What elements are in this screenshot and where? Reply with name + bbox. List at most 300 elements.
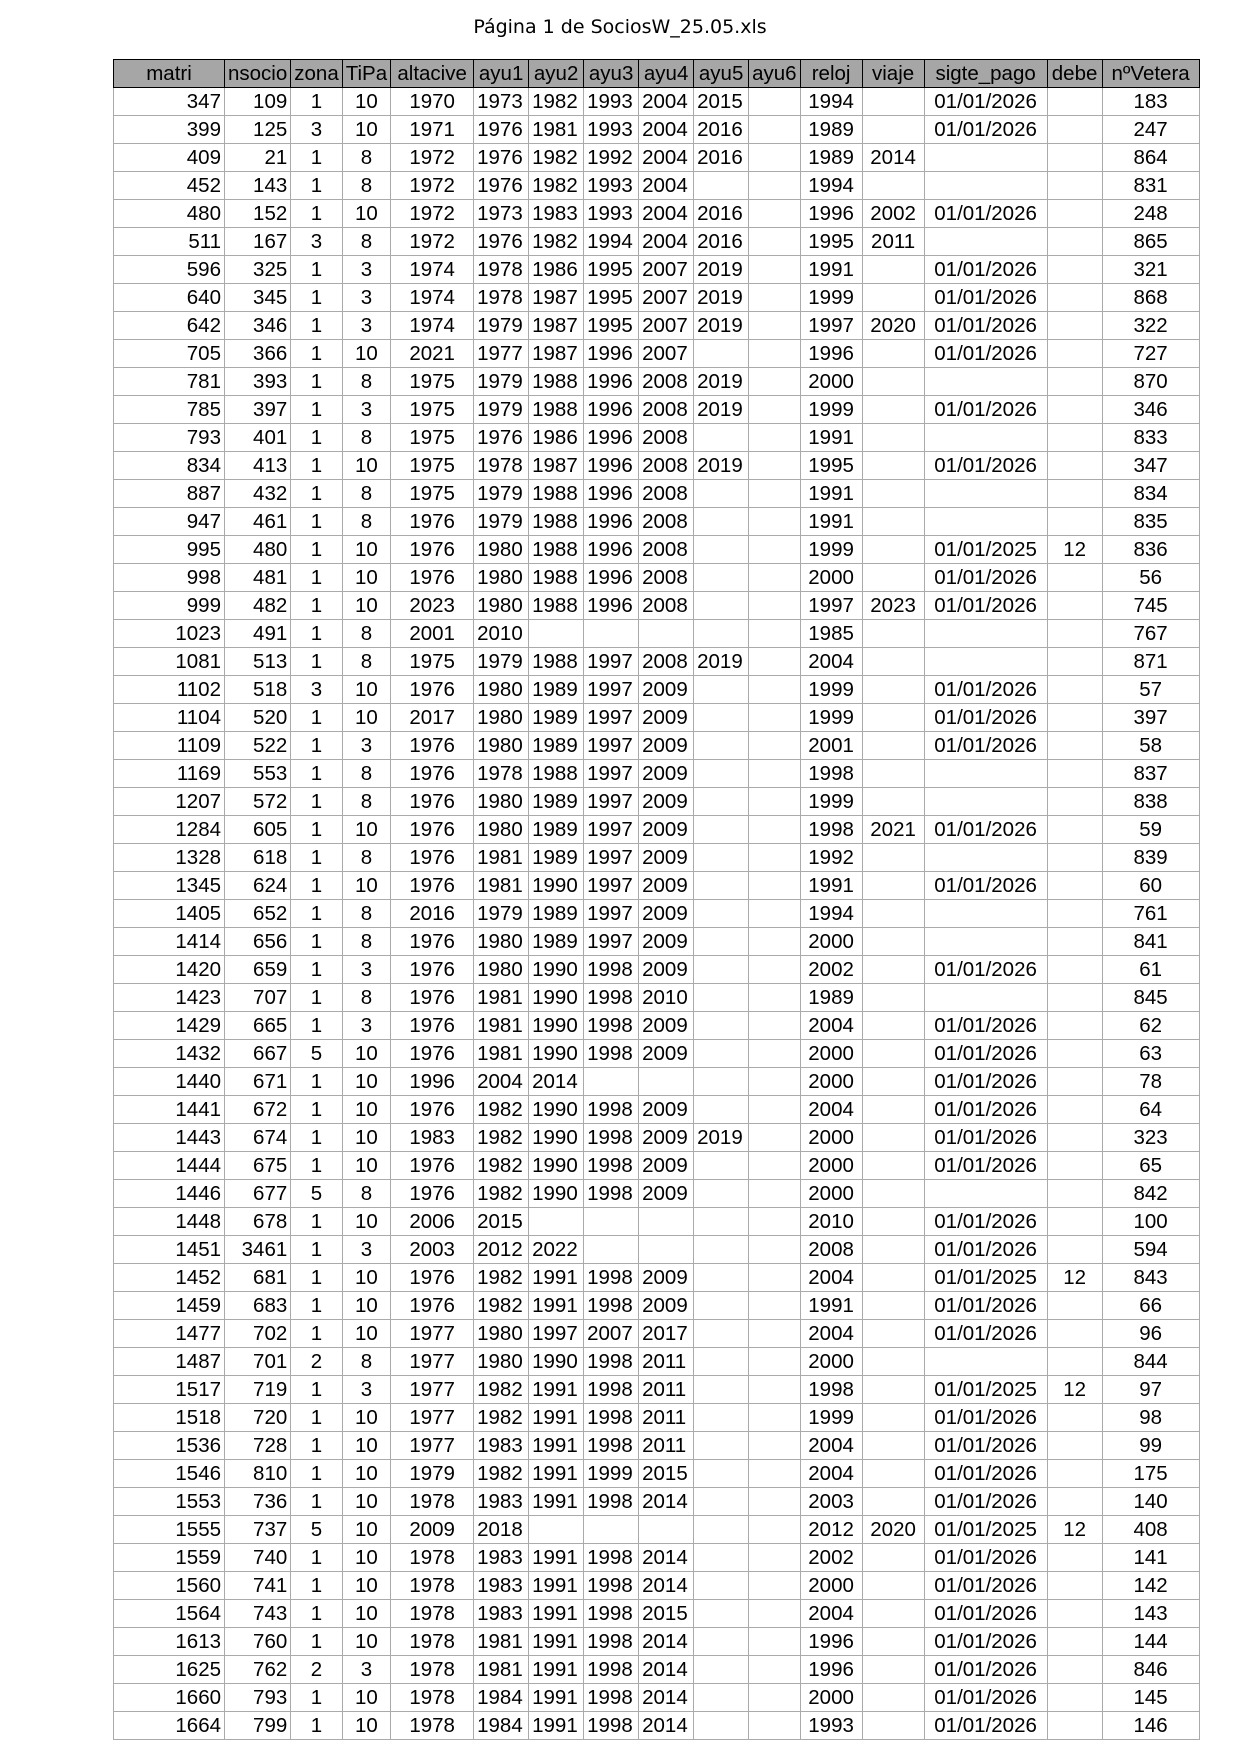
cell-viaje — [862, 704, 924, 732]
cell-ayu6 — [749, 1404, 800, 1432]
cell-sigte_pago: 01/01/2026 — [924, 452, 1047, 480]
cell-nsocio: 760 — [225, 1628, 291, 1656]
cell-reloj: 1991 — [800, 424, 862, 452]
table-row — [114, 1208, 1200, 1236]
cell-tipa: 10 — [342, 676, 390, 704]
cell-tipa: 10 — [342, 1040, 390, 1068]
cell-ayu5 — [694, 508, 749, 536]
cell-sigte_pago: 01/01/2026 — [924, 872, 1047, 900]
cell-nvetera: 845 — [1102, 984, 1199, 1012]
cell-ayu1: 1984 — [474, 1712, 529, 1740]
table-row — [114, 1488, 1200, 1516]
cell-ayu4: 2009 — [639, 1040, 694, 1068]
cell-viaje: 2021 — [862, 816, 924, 844]
cell-debe — [1047, 816, 1102, 844]
cell-ayu2: 1991 — [529, 1600, 584, 1628]
cell-ayu6 — [749, 200, 800, 228]
cell-altacive: 1976 — [391, 1152, 474, 1180]
column-header-ayu1: ayu1 — [474, 60, 529, 88]
cell-altacive: 1970 — [391, 88, 474, 116]
cell-nsocio: 572 — [225, 788, 291, 816]
cell-matri: 347 — [114, 88, 225, 116]
cell-reloj: 2000 — [800, 368, 862, 396]
cell-ayu2: 1989 — [529, 844, 584, 872]
cell-nvetera: 60 — [1102, 872, 1199, 900]
cell-ayu6 — [749, 116, 800, 144]
cell-ayu2: 1989 — [529, 788, 584, 816]
cell-nvetera: 846 — [1102, 1656, 1199, 1684]
cell-debe — [1047, 620, 1102, 648]
cell-altacive: 1978 — [391, 1712, 474, 1740]
cell-ayu6 — [749, 928, 800, 956]
cell-ayu2: 1989 — [529, 928, 584, 956]
cell-ayu1: 1976 — [474, 144, 529, 172]
cell-altacive: 1971 — [391, 116, 474, 144]
cell-tipa: 8 — [342, 368, 390, 396]
cell-sigte_pago — [924, 928, 1047, 956]
cell-ayu4: 2008 — [639, 396, 694, 424]
cell-ayu4: 2008 — [639, 564, 694, 592]
cell-zona: 1 — [291, 1264, 342, 1292]
cell-altacive: 1974 — [391, 284, 474, 312]
cell-ayu1: 1976 — [474, 424, 529, 452]
cell-nvetera: 63 — [1102, 1040, 1199, 1068]
cell-ayu2: 1990 — [529, 1124, 584, 1152]
cell-sigte_pago: 01/01/2026 — [924, 1628, 1047, 1656]
column-header-reloj: reloj — [800, 60, 862, 88]
cell-ayu4: 2009 — [639, 704, 694, 732]
cell-ayu2: 1991 — [529, 1712, 584, 1740]
cell-nsocio: 799 — [225, 1712, 291, 1740]
cell-zona: 1 — [291, 1600, 342, 1628]
cell-zona: 1 — [291, 592, 342, 620]
cell-reloj: 2010 — [800, 1208, 862, 1236]
cell-nvetera: 843 — [1102, 1264, 1199, 1292]
cell-matri: 793 — [114, 424, 225, 452]
cell-viaje — [862, 1180, 924, 1208]
cell-nvetera: 844 — [1102, 1348, 1199, 1376]
cell-ayu4: 2008 — [639, 508, 694, 536]
table-row — [114, 760, 1200, 788]
cell-matri: 1517 — [114, 1376, 225, 1404]
cell-tipa: 10 — [342, 816, 390, 844]
cell-ayu4: 2011 — [639, 1376, 694, 1404]
cell-debe — [1047, 200, 1102, 228]
cell-ayu3: 1998 — [584, 1152, 639, 1180]
cell-debe — [1047, 452, 1102, 480]
table-row — [114, 1264, 1200, 1292]
cell-ayu1: 2010 — [474, 620, 529, 648]
cell-altacive: 1978 — [391, 1488, 474, 1516]
cell-debe — [1047, 1096, 1102, 1124]
cell-nsocio: 736 — [225, 1488, 291, 1516]
cell-nsocio: 480 — [225, 536, 291, 564]
cell-reloj: 1995 — [800, 452, 862, 480]
cell-ayu3 — [584, 1068, 639, 1096]
cell-reloj: 1991 — [800, 508, 862, 536]
cell-ayu3: 1996 — [584, 340, 639, 368]
table-row — [114, 396, 1200, 424]
table-row — [114, 1404, 1200, 1432]
cell-altacive: 1976 — [391, 956, 474, 984]
cell-ayu2: 1989 — [529, 900, 584, 928]
cell-ayu6 — [749, 592, 800, 620]
cell-viaje — [862, 1656, 924, 1684]
cell-reloj: 1989 — [800, 144, 862, 172]
cell-tipa: 10 — [342, 536, 390, 564]
cell-ayu2: 1991 — [529, 1376, 584, 1404]
cell-tipa: 10 — [342, 1264, 390, 1292]
cell-tipa: 10 — [342, 1460, 390, 1488]
cell-tipa: 3 — [342, 284, 390, 312]
column-header-zona: zona — [291, 60, 342, 88]
cell-reloj: 1999 — [800, 704, 862, 732]
cell-ayu6 — [749, 648, 800, 676]
cell-ayu1: 1983 — [474, 1488, 529, 1516]
table-row — [114, 704, 1200, 732]
cell-nsocio: 793 — [225, 1684, 291, 1712]
cell-matri: 1420 — [114, 956, 225, 984]
cell-ayu3: 1996 — [584, 536, 639, 564]
cell-ayu6 — [749, 1124, 800, 1152]
cell-altacive: 1976 — [391, 984, 474, 1012]
cell-ayu2: 1997 — [529, 1320, 584, 1348]
cell-viaje — [862, 760, 924, 788]
cell-nvetera: 745 — [1102, 592, 1199, 620]
cell-ayu1: 2012 — [474, 1236, 529, 1264]
cell-ayu4 — [639, 1208, 694, 1236]
cell-ayu2: 1987 — [529, 340, 584, 368]
cell-nvetera: 868 — [1102, 284, 1199, 312]
cell-zona: 1 — [291, 508, 342, 536]
cell-matri: 1564 — [114, 1600, 225, 1628]
cell-ayu6 — [749, 1460, 800, 1488]
cell-ayu1: 1982 — [474, 1124, 529, 1152]
cell-ayu2: 1988 — [529, 592, 584, 620]
cell-ayu4 — [639, 1516, 694, 1544]
cell-altacive: 1976 — [391, 564, 474, 592]
cell-tipa: 8 — [342, 1348, 390, 1376]
cell-viaje — [862, 1404, 924, 1432]
table-row — [114, 648, 1200, 676]
cell-ayu4: 2008 — [639, 480, 694, 508]
cell-matri: 1536 — [114, 1432, 225, 1460]
cell-altacive: 1975 — [391, 396, 474, 424]
cell-ayu5 — [694, 1376, 749, 1404]
cell-ayu5 — [694, 1628, 749, 1656]
cell-ayu1: 1976 — [474, 228, 529, 256]
cell-ayu2: 1988 — [529, 648, 584, 676]
cell-zona: 1 — [291, 1376, 342, 1404]
cell-ayu4: 2008 — [639, 648, 694, 676]
cell-ayu2: 1987 — [529, 312, 584, 340]
cell-debe — [1047, 1292, 1102, 1320]
cell-zona: 1 — [291, 284, 342, 312]
cell-nsocio: 513 — [225, 648, 291, 676]
cell-reloj: 1994 — [800, 900, 862, 928]
cell-nvetera: 175 — [1102, 1460, 1199, 1488]
cell-viaje — [862, 480, 924, 508]
cell-ayu1: 1979 — [474, 368, 529, 396]
cell-ayu1: 1982 — [474, 1152, 529, 1180]
table-row — [114, 844, 1200, 872]
table-row — [114, 1544, 1200, 1572]
cell-ayu1: 1977 — [474, 340, 529, 368]
cell-sigte_pago: 01/01/2025 — [924, 536, 1047, 564]
cell-ayu6 — [749, 1628, 800, 1656]
cell-ayu3: 1998 — [584, 1124, 639, 1152]
cell-sigte_pago — [924, 424, 1047, 452]
cell-nvetera: 61 — [1102, 956, 1199, 984]
cell-zona: 1 — [291, 1432, 342, 1460]
cell-ayu6 — [749, 396, 800, 424]
table-row — [114, 676, 1200, 704]
cell-zona: 5 — [291, 1040, 342, 1068]
cell-ayu6 — [749, 172, 800, 200]
cell-tipa: 10 — [342, 1124, 390, 1152]
cell-ayu3: 1998 — [584, 1096, 639, 1124]
cell-ayu6 — [749, 1012, 800, 1040]
table-row — [114, 1096, 1200, 1124]
cell-sigte_pago: 01/01/2026 — [924, 676, 1047, 704]
cell-ayu3: 1996 — [584, 508, 639, 536]
cell-zona: 1 — [291, 1684, 342, 1712]
cell-ayu1: 1978 — [474, 760, 529, 788]
cell-ayu1: 1979 — [474, 396, 529, 424]
cell-tipa: 8 — [342, 760, 390, 788]
cell-nsocio: 681 — [225, 1264, 291, 1292]
cell-ayu5 — [694, 1292, 749, 1320]
cell-sigte_pago — [924, 760, 1047, 788]
cell-altacive: 1976 — [391, 816, 474, 844]
cell-ayu6 — [749, 1152, 800, 1180]
cell-tipa: 10 — [342, 340, 390, 368]
cell-zona: 1 — [291, 1628, 342, 1656]
cell-ayu1: 1980 — [474, 928, 529, 956]
table-row — [114, 144, 1200, 172]
cell-viaje — [862, 452, 924, 480]
cell-tipa: 10 — [342, 1096, 390, 1124]
cell-sigte_pago: 01/01/2026 — [924, 1488, 1047, 1516]
cell-nsocio: 461 — [225, 508, 291, 536]
cell-matri: 642 — [114, 312, 225, 340]
cell-zona: 3 — [291, 676, 342, 704]
column-header-sigte_pago: sigte_pago — [924, 60, 1047, 88]
cell-tipa: 10 — [342, 1600, 390, 1628]
cell-zona: 5 — [291, 1180, 342, 1208]
cell-ayu5 — [694, 1068, 749, 1096]
cell-ayu3: 1998 — [584, 1292, 639, 1320]
cell-matri: 781 — [114, 368, 225, 396]
cell-zona: 1 — [291, 648, 342, 676]
cell-debe — [1047, 1544, 1102, 1572]
cell-altacive: 1976 — [391, 1292, 474, 1320]
cell-ayu3: 1997 — [584, 900, 639, 928]
cell-ayu3: 1997 — [584, 648, 639, 676]
cell-sigte_pago — [924, 788, 1047, 816]
cell-nvetera: 767 — [1102, 620, 1199, 648]
cell-viaje — [862, 1236, 924, 1264]
cell-nsocio: 624 — [225, 872, 291, 900]
cell-ayu4: 2017 — [639, 1320, 694, 1348]
cell-matri: 1487 — [114, 1348, 225, 1376]
cell-ayu3: 1998 — [584, 1012, 639, 1040]
cell-ayu4: 2009 — [639, 956, 694, 984]
cell-ayu4: 2011 — [639, 1348, 694, 1376]
cell-tipa: 8 — [342, 480, 390, 508]
cell-matri: 1104 — [114, 704, 225, 732]
cell-zona: 1 — [291, 704, 342, 732]
cell-reloj: 1993 — [800, 1712, 862, 1740]
cell-viaje — [862, 1096, 924, 1124]
cell-reloj: 1997 — [800, 312, 862, 340]
cell-ayu2: 2014 — [529, 1068, 584, 1096]
page-title: Página 1 de SociosW_25.05.xls — [473, 16, 767, 38]
cell-ayu6 — [749, 1684, 800, 1712]
cell-ayu4: 2009 — [639, 760, 694, 788]
cell-ayu1: 1978 — [474, 452, 529, 480]
cell-zona: 1 — [291, 788, 342, 816]
table-row — [114, 1656, 1200, 1684]
cell-nvetera: 833 — [1102, 424, 1199, 452]
cell-ayu1: 1980 — [474, 704, 529, 732]
cell-ayu6 — [749, 872, 800, 900]
cell-sigte_pago: 01/01/2026 — [924, 116, 1047, 144]
cell-ayu2: 1991 — [529, 1656, 584, 1684]
cell-ayu6 — [749, 704, 800, 732]
cell-ayu4: 2008 — [639, 368, 694, 396]
cell-zona: 1 — [291, 956, 342, 984]
cell-reloj: 2004 — [800, 1320, 862, 1348]
cell-sigte_pago: 01/01/2026 — [924, 312, 1047, 340]
cell-ayu4: 2004 — [639, 200, 694, 228]
cell-altacive: 1996 — [391, 1068, 474, 1096]
cell-sigte_pago: 01/01/2026 — [924, 564, 1047, 592]
cell-ayu1: 1981 — [474, 1012, 529, 1040]
cell-nsocio: 675 — [225, 1152, 291, 1180]
cell-altacive: 2006 — [391, 1208, 474, 1236]
cell-nvetera: 145 — [1102, 1684, 1199, 1712]
cell-reloj: 1991 — [800, 1292, 862, 1320]
cell-ayu1: 1980 — [474, 564, 529, 592]
table-row — [114, 1152, 1200, 1180]
cell-nvetera: 408 — [1102, 1516, 1199, 1544]
cell-nsocio: 413 — [225, 452, 291, 480]
table-row — [114, 1124, 1200, 1152]
cell-nsocio: 482 — [225, 592, 291, 620]
cell-debe — [1047, 648, 1102, 676]
cell-viaje — [862, 1544, 924, 1572]
cell-nvetera: 397 — [1102, 704, 1199, 732]
column-header-viaje: viaje — [862, 60, 924, 88]
header-row — [114, 60, 1200, 88]
cell-sigte_pago: 01/01/2026 — [924, 1012, 1047, 1040]
cell-ayu3: 1996 — [584, 424, 639, 452]
cell-debe — [1047, 1012, 1102, 1040]
cell-nvetera: 247 — [1102, 116, 1199, 144]
cell-viaje — [862, 844, 924, 872]
cell-altacive: 2016 — [391, 900, 474, 928]
cell-matri: 1023 — [114, 620, 225, 648]
cell-nsocio: 397 — [225, 396, 291, 424]
cell-reloj: 1991 — [800, 480, 862, 508]
cell-tipa: 8 — [342, 984, 390, 1012]
cell-tipa: 10 — [342, 872, 390, 900]
cell-ayu3: 1998 — [584, 1376, 639, 1404]
cell-debe — [1047, 1628, 1102, 1656]
cell-altacive: 1976 — [391, 1180, 474, 1208]
cell-ayu1: 1976 — [474, 116, 529, 144]
cell-ayu6 — [749, 340, 800, 368]
cell-ayu5 — [694, 480, 749, 508]
cell-ayu5: 2015 — [694, 88, 749, 116]
cell-ayu1: 2018 — [474, 1516, 529, 1544]
cell-ayu1: 1979 — [474, 648, 529, 676]
cell-viaje — [862, 1208, 924, 1236]
cell-ayu1: 1979 — [474, 312, 529, 340]
cell-ayu6 — [749, 956, 800, 984]
cell-nsocio: 481 — [225, 564, 291, 592]
cell-ayu3: 1998 — [584, 1684, 639, 1712]
cell-zona: 1 — [291, 844, 342, 872]
cell-ayu1: 1978 — [474, 256, 529, 284]
cell-nsocio: 671 — [225, 1068, 291, 1096]
cell-debe — [1047, 872, 1102, 900]
cell-altacive: 1972 — [391, 200, 474, 228]
cell-ayu5 — [694, 340, 749, 368]
table-row — [114, 200, 1200, 228]
cell-ayu6 — [749, 788, 800, 816]
cell-ayu1: 1980 — [474, 536, 529, 564]
cell-nvetera: 839 — [1102, 844, 1199, 872]
cell-ayu3: 1998 — [584, 1712, 639, 1740]
cell-sigte_pago: 01/01/2026 — [924, 1432, 1047, 1460]
cell-zona: 1 — [291, 1404, 342, 1432]
cell-ayu4: 2009 — [639, 732, 694, 760]
cell-tipa: 8 — [342, 1180, 390, 1208]
table-row — [114, 732, 1200, 760]
cell-altacive: 1976 — [391, 676, 474, 704]
cell-altacive: 1978 — [391, 1544, 474, 1572]
cell-ayu2: 1988 — [529, 396, 584, 424]
cell-viaje — [862, 284, 924, 312]
cell-tipa: 10 — [342, 1572, 390, 1600]
cell-ayu5 — [694, 732, 749, 760]
cell-tipa: 8 — [342, 648, 390, 676]
cell-zona: 2 — [291, 1348, 342, 1376]
cell-ayu5 — [694, 956, 749, 984]
cell-ayu4 — [639, 1236, 694, 1264]
cell-tipa: 10 — [342, 1320, 390, 1348]
table-row — [114, 424, 1200, 452]
cell-ayu5 — [694, 1656, 749, 1684]
cell-nsocio: 109 — [225, 88, 291, 116]
cell-zona: 1 — [291, 1068, 342, 1096]
cell-tipa: 10 — [342, 1516, 390, 1544]
cell-sigte_pago: 01/01/2026 — [924, 1656, 1047, 1684]
cell-ayu5 — [694, 984, 749, 1012]
table-row — [114, 900, 1200, 928]
cell-ayu6 — [749, 1208, 800, 1236]
cell-sigte_pago: 01/01/2026 — [924, 1124, 1047, 1152]
cell-ayu3: 1997 — [584, 704, 639, 732]
cell-nvetera: 836 — [1102, 536, 1199, 564]
cell-debe — [1047, 900, 1102, 928]
cell-ayu3: 1997 — [584, 872, 639, 900]
cell-nsocio: 720 — [225, 1404, 291, 1432]
cell-viaje — [862, 1348, 924, 1376]
cell-ayu3: 1998 — [584, 956, 639, 984]
